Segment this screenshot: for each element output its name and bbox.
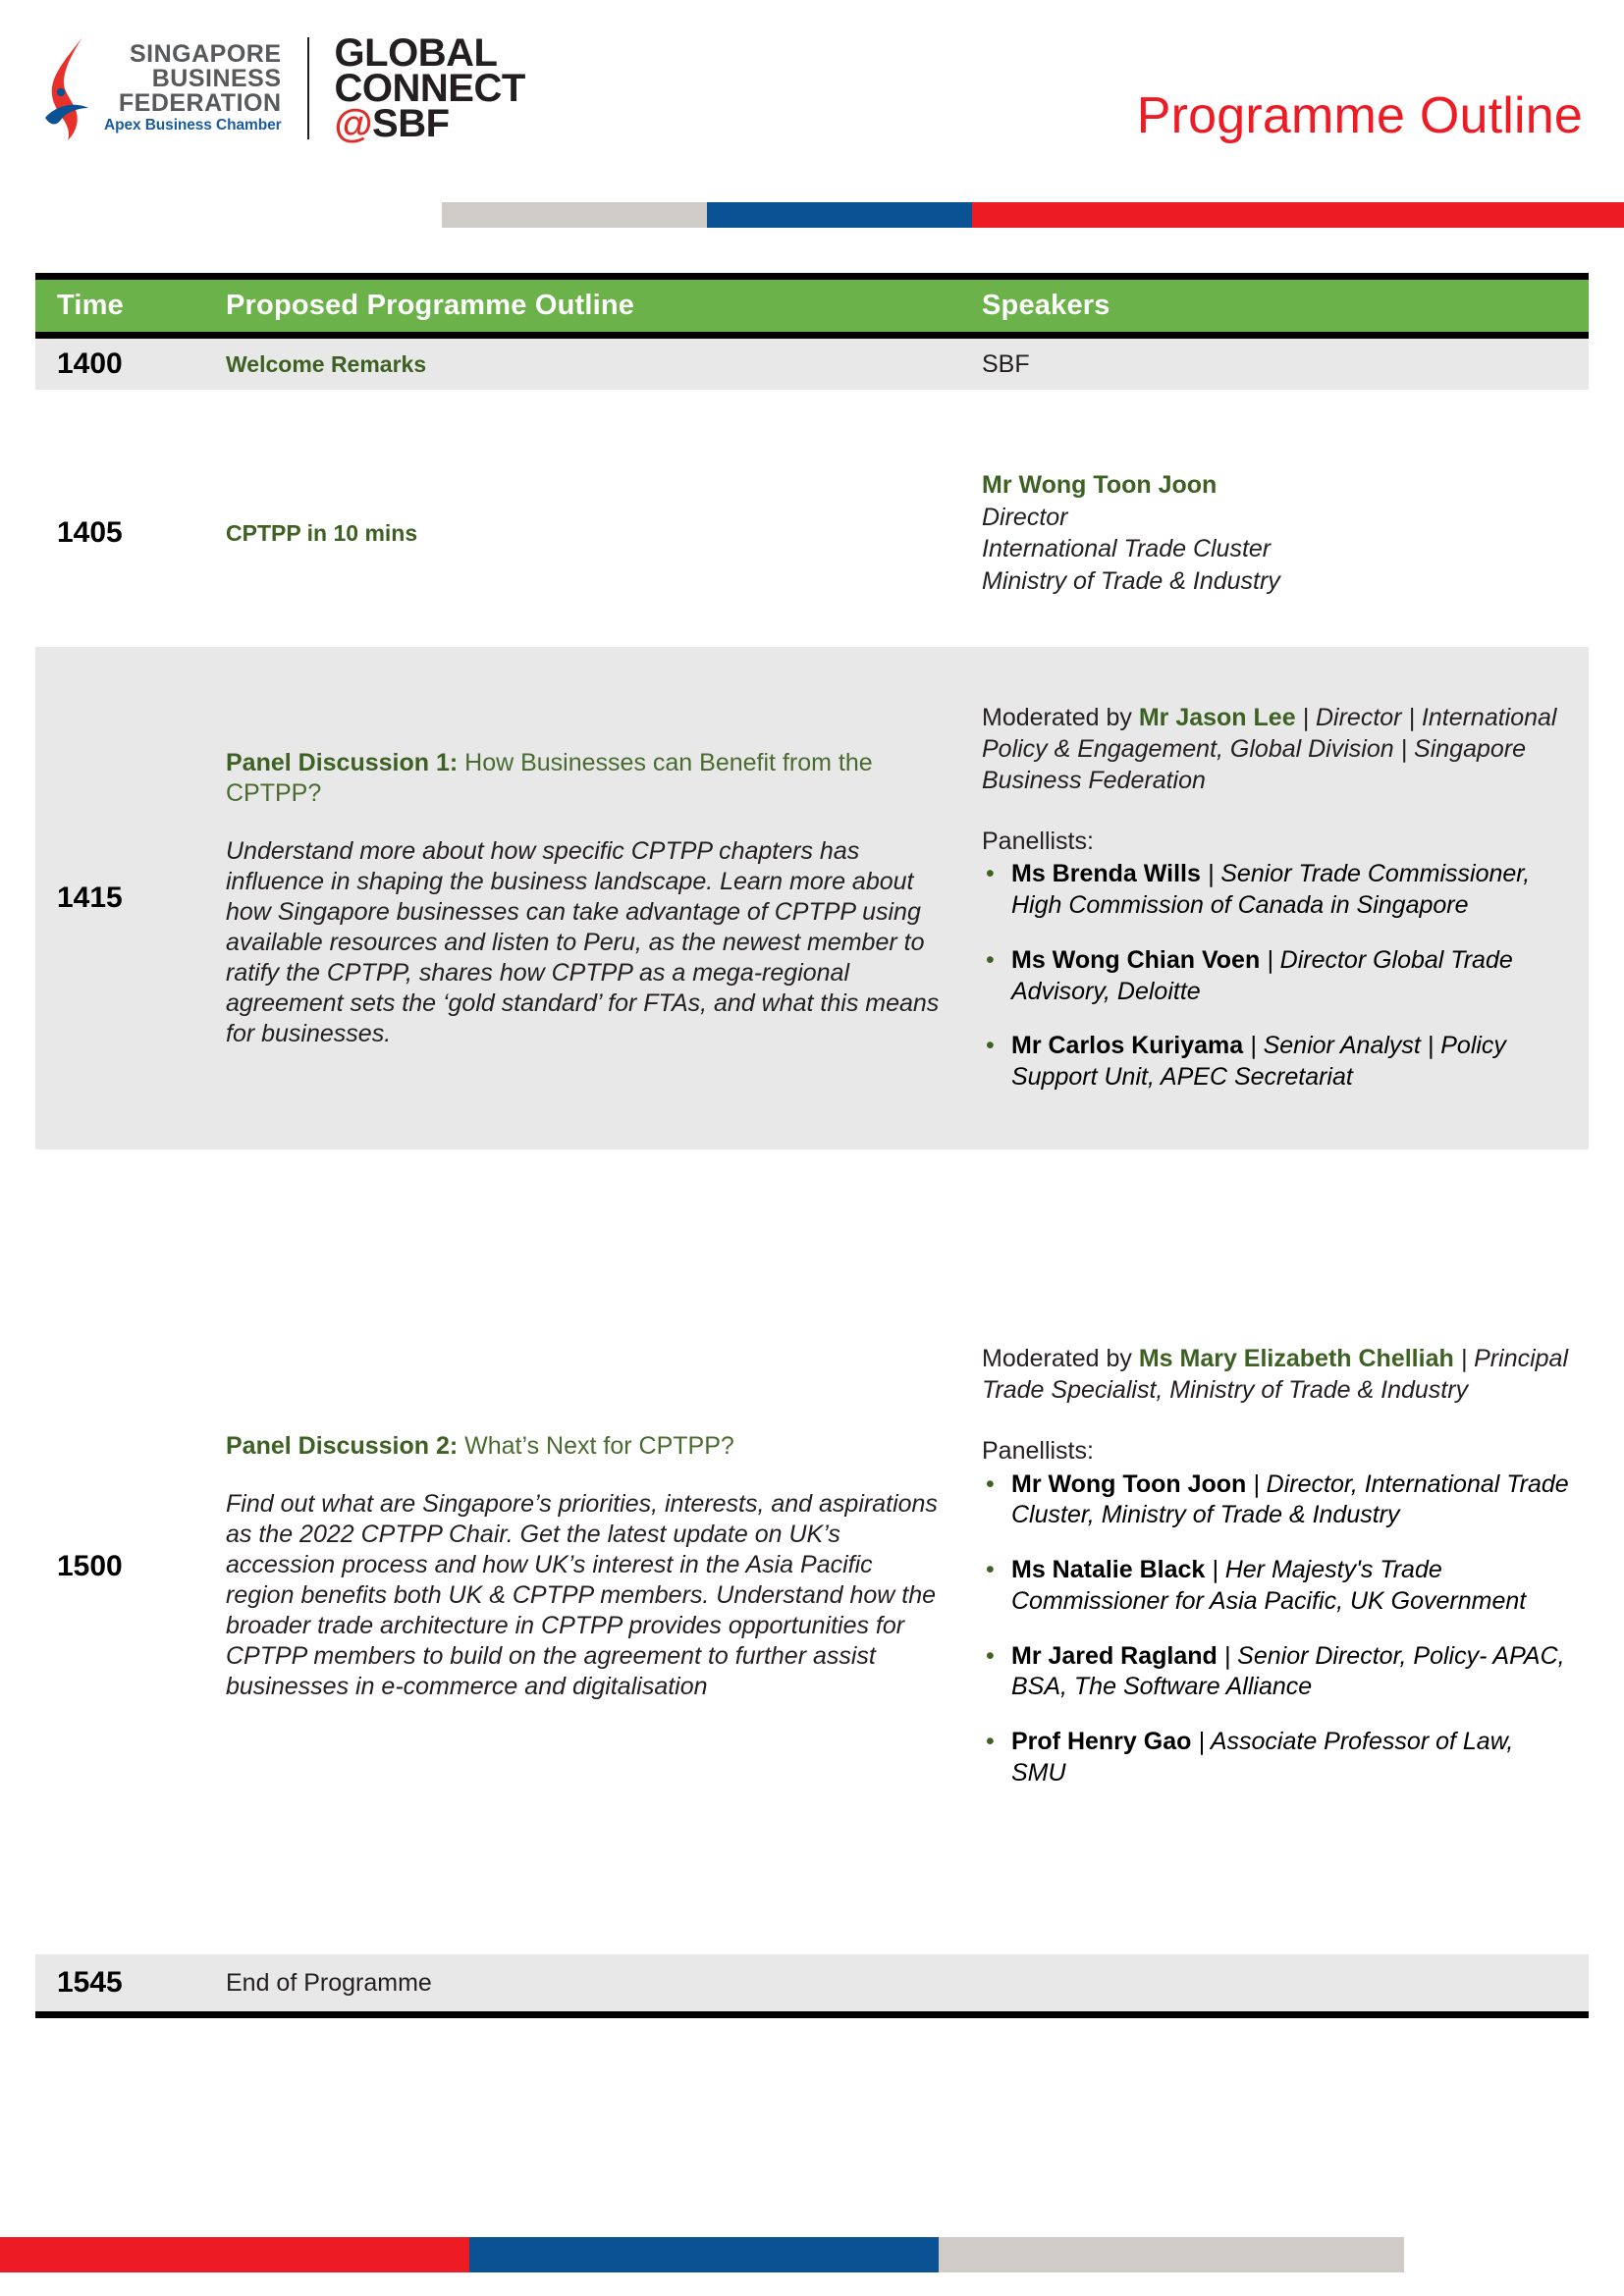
list-item (982, 1555, 1571, 1618)
cell-outline (226, 647, 982, 1149)
outline-title: CPTPP in 10 mins (226, 519, 418, 546)
panellist-name: Ms Brenda Wills (1011, 860, 1201, 888)
page-header (0, 0, 1624, 191)
panellists-list (982, 1469, 1571, 1789)
panellist-name: Ms Natalie Black (1011, 1556, 1206, 1584)
moderator-role: | Principal Trade Specialist, Ministry of Trade & Industry (982, 1345, 1569, 1405)
column-header-outline: Proposed Programme Outline (226, 290, 635, 321)
moderator-line (982, 703, 1571, 796)
table-top-rule (35, 273, 1589, 280)
gc-line-2: CONNECT (334, 66, 525, 110)
sbf-line-3: FEDERATION (118, 89, 282, 118)
bullet-icon: • (986, 1728, 995, 1756)
table-header-row (35, 280, 1589, 332)
footer-accent-bars (0, 2237, 1404, 2272)
table-row (35, 647, 1589, 1149)
gc-line-3 (334, 101, 525, 145)
cell-speakers (982, 1954, 1589, 2011)
speaker-role-line: International Trade Cluster (982, 535, 1272, 562)
outline-description: Understand more about how specific CPTPP chapters has influence in shaping the business landscape. Learn more about how Singapore businesses can take advantage of CPTPP using available resources and listen to Peru, as the newest member to ratify the CPTPP, shares how CPTPP as a mega-regional agreement sets the ‘gold standard’ for FTAs, and what this means for businesses. (226, 836, 940, 1047)
sbf-wordmark (104, 42, 282, 133)
table-row (35, 1179, 1589, 1954)
panellist-role: | Her Majesty's Trade Commissioner for Asia Pacific, UK Government (1011, 1556, 1527, 1615)
panellist-name: Ms Wong Chian Voen (1011, 945, 1261, 974)
cell-time: 1400 (57, 347, 123, 380)
outline-title-rest: What’s Next for CPTPP? (458, 1432, 734, 1460)
page-title: Programme Outline (1136, 87, 1583, 144)
outline-title (226, 748, 947, 809)
table-row (35, 339, 1589, 390)
gc-line-1: GLOBAL (334, 30, 498, 75)
speaker-plain: SBF (982, 349, 1030, 378)
moderator-role: | Director | International Policy & Engagement, Global Division | Singapore Business Federation (982, 704, 1557, 794)
speaker-detail (982, 469, 1571, 597)
programme-table (35, 273, 1589, 2018)
moderator-name: Mr Jason Lee (1138, 704, 1296, 732)
cell-speakers (982, 419, 1589, 647)
bullet-icon: • (986, 1641, 995, 1670)
list-item (982, 859, 1571, 922)
outline-title: End of Programme (226, 1968, 432, 1997)
column-header-speakers: Speakers (982, 290, 1110, 321)
gc-at-symbol: @ (334, 101, 373, 145)
list-item (982, 1727, 1571, 1789)
speaker-role-line: Director (982, 503, 1068, 531)
cell-speakers (982, 1179, 1589, 1954)
sbf-flame-icon (39, 35, 100, 141)
cell-time: 1415 (57, 881, 123, 914)
moderator-line (982, 1344, 1571, 1407)
bullet-icon: • (986, 1469, 995, 1498)
header-bar-blue (707, 202, 972, 228)
cell-speakers (982, 339, 1589, 390)
outline-title-bold: Panel Discussion 1: (226, 748, 459, 776)
speaker-role-line: Ministry of Trade & Industry (982, 566, 1280, 595)
table-row (35, 1954, 1589, 2011)
header-bar-red (972, 202, 1624, 228)
column-header-time: Time (57, 290, 124, 321)
panellists-label: Panellists: (982, 1436, 1094, 1465)
panellist-name: Mr Wong Toon Joon (1011, 1469, 1247, 1498)
row-gap (35, 390, 1589, 419)
sbf-line-1: SINGAPORE (130, 40, 282, 69)
list-item (982, 1641, 1571, 1704)
panellists-list (982, 859, 1571, 1094)
outline-title (226, 1431, 947, 1462)
logo-block (39, 31, 525, 144)
bullet-icon: • (986, 860, 995, 888)
cell-time: 1500 (57, 1550, 123, 1582)
panellist-name: Mr Carlos Kuriyama (1011, 1032, 1244, 1060)
cell-outline (226, 339, 982, 390)
panellist-role: | Senior Trade Commissioner, High Commission of Canada in Singapore (1011, 860, 1531, 919)
panellist-name: Prof Henry Gao (1011, 1728, 1192, 1756)
outline-title-rest: How Businesses can Benefit from the CPTPP? (226, 748, 873, 807)
panellist-role: | Senior Analyst | Policy Support Unit, APEC Secretariat (1011, 1032, 1506, 1091)
gc-sbf-text: SBF (372, 101, 450, 145)
panellist-role: | Director Global Trade Advisory, Deloitte (1011, 945, 1513, 1005)
moderator-name: Ms Mary Elizabeth Chelliah (1138, 1345, 1454, 1373)
moderator-prefix: Moderated by (982, 704, 1139, 732)
footer-bar-red (0, 2237, 469, 2272)
cell-speakers (982, 647, 1589, 1149)
panellist-role: | Director, International Trade Cluster, Ministry of Trade & Industry (1011, 1469, 1569, 1529)
global-connect-logo (334, 30, 525, 145)
cell-time: 1545 (57, 1966, 123, 1999)
cell-outline (226, 1179, 982, 1954)
cell-time: 1405 (57, 516, 123, 549)
bullet-icon: • (986, 1556, 995, 1584)
header-accent-bars (442, 202, 1624, 228)
list-item (982, 1031, 1571, 1094)
cell-outline (226, 419, 982, 647)
logo-divider (307, 37, 309, 139)
panellist-role: | Senior Director, Policy- APAC, BSA, The Software Alliance (1011, 1641, 1565, 1701)
header-bar-grey (442, 202, 707, 228)
sbf-tagline: Apex Business Chamber (104, 117, 282, 134)
sbf-logo (39, 35, 282, 141)
outline-description: Find out what are Singapore’s priorities, interests, and aspirations as the 2022 CPTPP Chair. Get the latest update on UK’s accession process and how UK’s interest in the Asia Pacific region benefits both UK & CPTPP members. Understand how the broader trade architecture in CPTPP provides opportunities for CPTPP members to build on the agreement to further assist businesses in e-commerce and digitalisation (226, 1490, 938, 1700)
panellists-label: Panellists: (982, 827, 1094, 855)
outline-title-bold: Panel Discussion 2: (226, 1432, 459, 1460)
row-gap (35, 1149, 1589, 1179)
table-row (35, 419, 1589, 647)
list-item (982, 945, 1571, 1008)
moderator-prefix: Moderated by (982, 1345, 1139, 1373)
cell-outline (226, 1954, 982, 2011)
sbf-line-2: BUSINESS (151, 65, 282, 93)
outline-title: Welcome Remarks (226, 350, 427, 377)
panellist-name: Mr Jared Ragland (1011, 1641, 1218, 1670)
list-item (982, 1469, 1571, 1532)
bullet-icon: • (986, 945, 995, 974)
footer-bar-grey (939, 2237, 1404, 2272)
speaker-name: Mr Wong Toon Joon (982, 471, 1218, 499)
table-header-rule (35, 332, 1589, 339)
table-bottom-rule (35, 2011, 1589, 2018)
panellist-role: | Associate Professor of Law, SMU (1011, 1728, 1514, 1787)
footer-bar-blue (469, 2237, 939, 2272)
bullet-icon: • (986, 1032, 995, 1060)
